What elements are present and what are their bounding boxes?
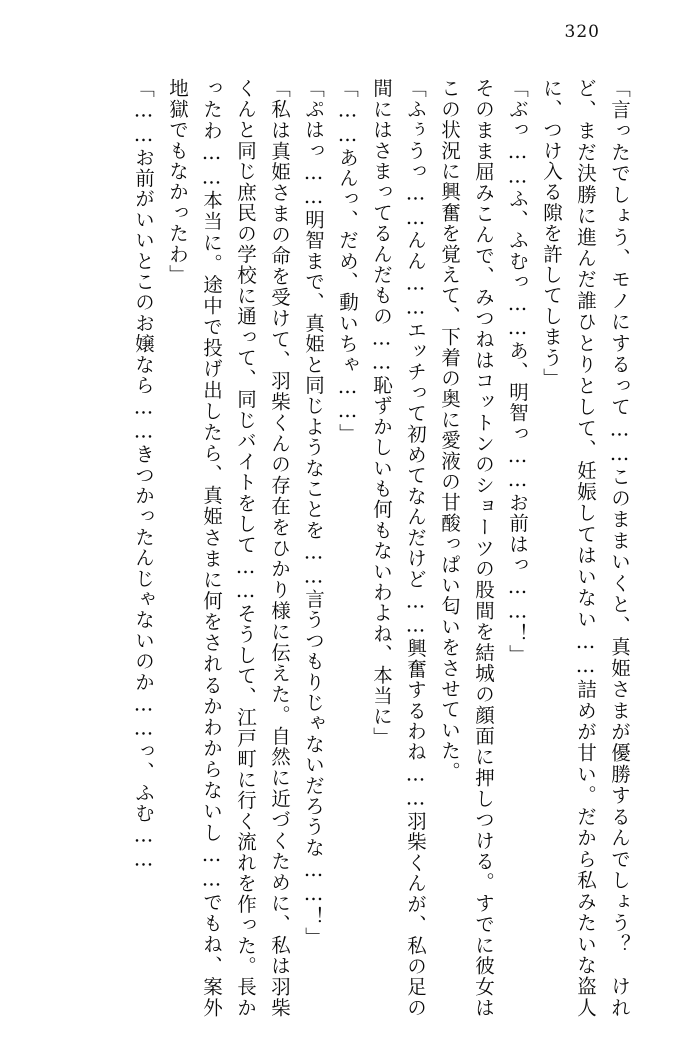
paragraph: 「ふぅうっ……んん……エッチって初めてなんだけど……興奮するわね……羽柴くんが、私の足の間にはさまってるんだもの……恥ずかしいも何もないわよね、本当に」 bbox=[370, 78, 427, 1018]
paragraph: 「……あんっ、だめ、動いちゃ……」 bbox=[336, 78, 359, 444]
paragraph: 「ぷはっ……明智まで、真姫と同じようなことを……言うつもりじゃないだろうな……！」 bbox=[302, 78, 325, 948]
page-text-body bbox=[38, 78, 636, 1018]
paragraph: そのまま屈みこんで、みつねはコットンのショーツの股間を結城の顔面に押しつける。すでに彼女はこの状況に興奮を覚えて、下着の奥に愛液の甘酸っぱい匂いをさせていた。 bbox=[438, 78, 495, 1018]
page-number: 320 bbox=[564, 22, 600, 42]
paragraph: 「……お前がいいとこのお嬢なら……きつかったんじゃないのか……っ、ふむ…… bbox=[132, 78, 155, 872]
paragraph: 「ぶっ……ふ、ふむっ……あ、明智っ……お前はっ……！」 bbox=[506, 78, 529, 665]
paragraph: 「私は真姫さまの命を受けて、羽柴くんの存在をひかり様に伝えた。自然に近づくために、私は羽柴くんと同じ庶民の学校に通って、同じバイトをして……そうして、江戸町に行く流れを作った。長かったわ……本当に。途中で投げ出したら、真姫さまに何をされるかわからないし……でもね、案外地獄でもなかったわ」 bbox=[166, 78, 291, 1018]
paragraph: 「言ったでしょう、モノにするって……このままいくと、真姫さまが優勝するんでしょう？ けれど、まだ決勝に進んだ誰ひとりとして、妊娠してはいない……詰めが甘い。だから私みたいな盗人に、つけ入る隙を許してしまう」 bbox=[540, 78, 631, 1018]
